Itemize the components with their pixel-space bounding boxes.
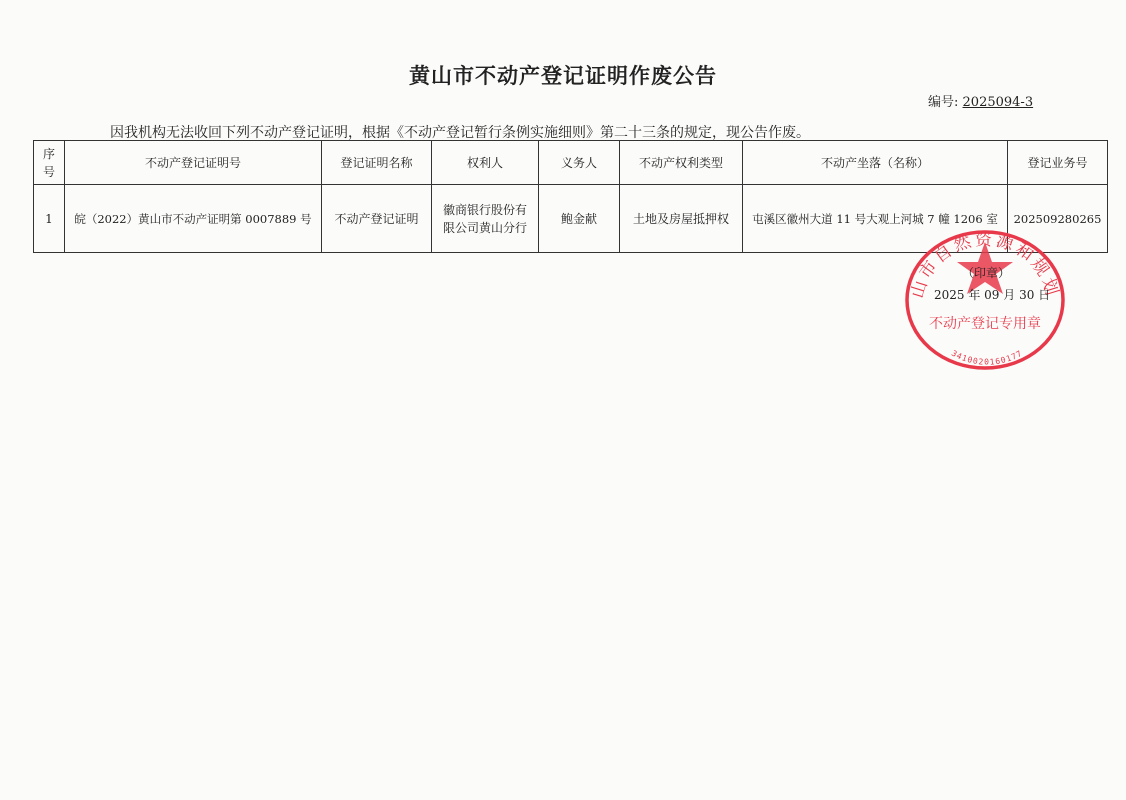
cell-index: 1 <box>34 185 65 253</box>
cell-right-type: 土地及房屋抵押权 <box>620 185 743 253</box>
cell-cert-no: 皖（2022）黄山市不动产证明第 0007889 号 <box>65 185 322 253</box>
cell-business-no: 202509280265 <box>1008 185 1108 253</box>
header-business-no: 登记业务号 <box>1008 141 1108 185</box>
document-title: 黄山市不动产登记证明作废公告 <box>409 63 717 88</box>
header-location: 不动产坐落（名称） <box>743 141 1008 185</box>
header-right-type: 不动产权利类型 <box>620 141 743 185</box>
seal-note: （印章） <box>962 266 1011 280</box>
serial-number: 2025094-3 <box>962 95 1034 110</box>
header-obligor: 义务人 <box>539 141 620 185</box>
header-cert-no: 不动产登记证明号 <box>65 141 322 185</box>
official-seal <box>902 220 1068 370</box>
seal-org-name: 山市自然资源和规划 <box>907 230 1063 301</box>
serial-label: 编号: <box>928 95 959 110</box>
cell-obligor: 鲍金献 <box>539 185 620 253</box>
notice-text: 因我机构无法收回下列不动产登记证明，根据《不动产登记暂行条例实施细则》第二十三条的规定，现公告作废。 <box>110 125 810 141</box>
cell-cert-name: 不动产登记证明 <box>322 185 432 253</box>
cell-location: 屯溪区徽州大道 11 号大观上河城 7 幢 1206 室 <box>743 185 1008 253</box>
header-right-holder: 权利人 <box>432 141 539 185</box>
seal-date: 2025 年 09 月 30 日 <box>934 288 1051 302</box>
serial-number-line <box>928 91 1033 110</box>
table-header-row <box>34 141 1108 185</box>
cell-right-holder: 徽商银行股份有限公司黄山分行 <box>432 185 539 253</box>
header-index: 序号 <box>34 141 65 185</box>
seal-usage: 不动产登记专用章 <box>929 316 1041 332</box>
header-cert-name: 登记证明名称 <box>322 141 432 185</box>
seal-code: 3410020160177 <box>949 348 1025 367</box>
